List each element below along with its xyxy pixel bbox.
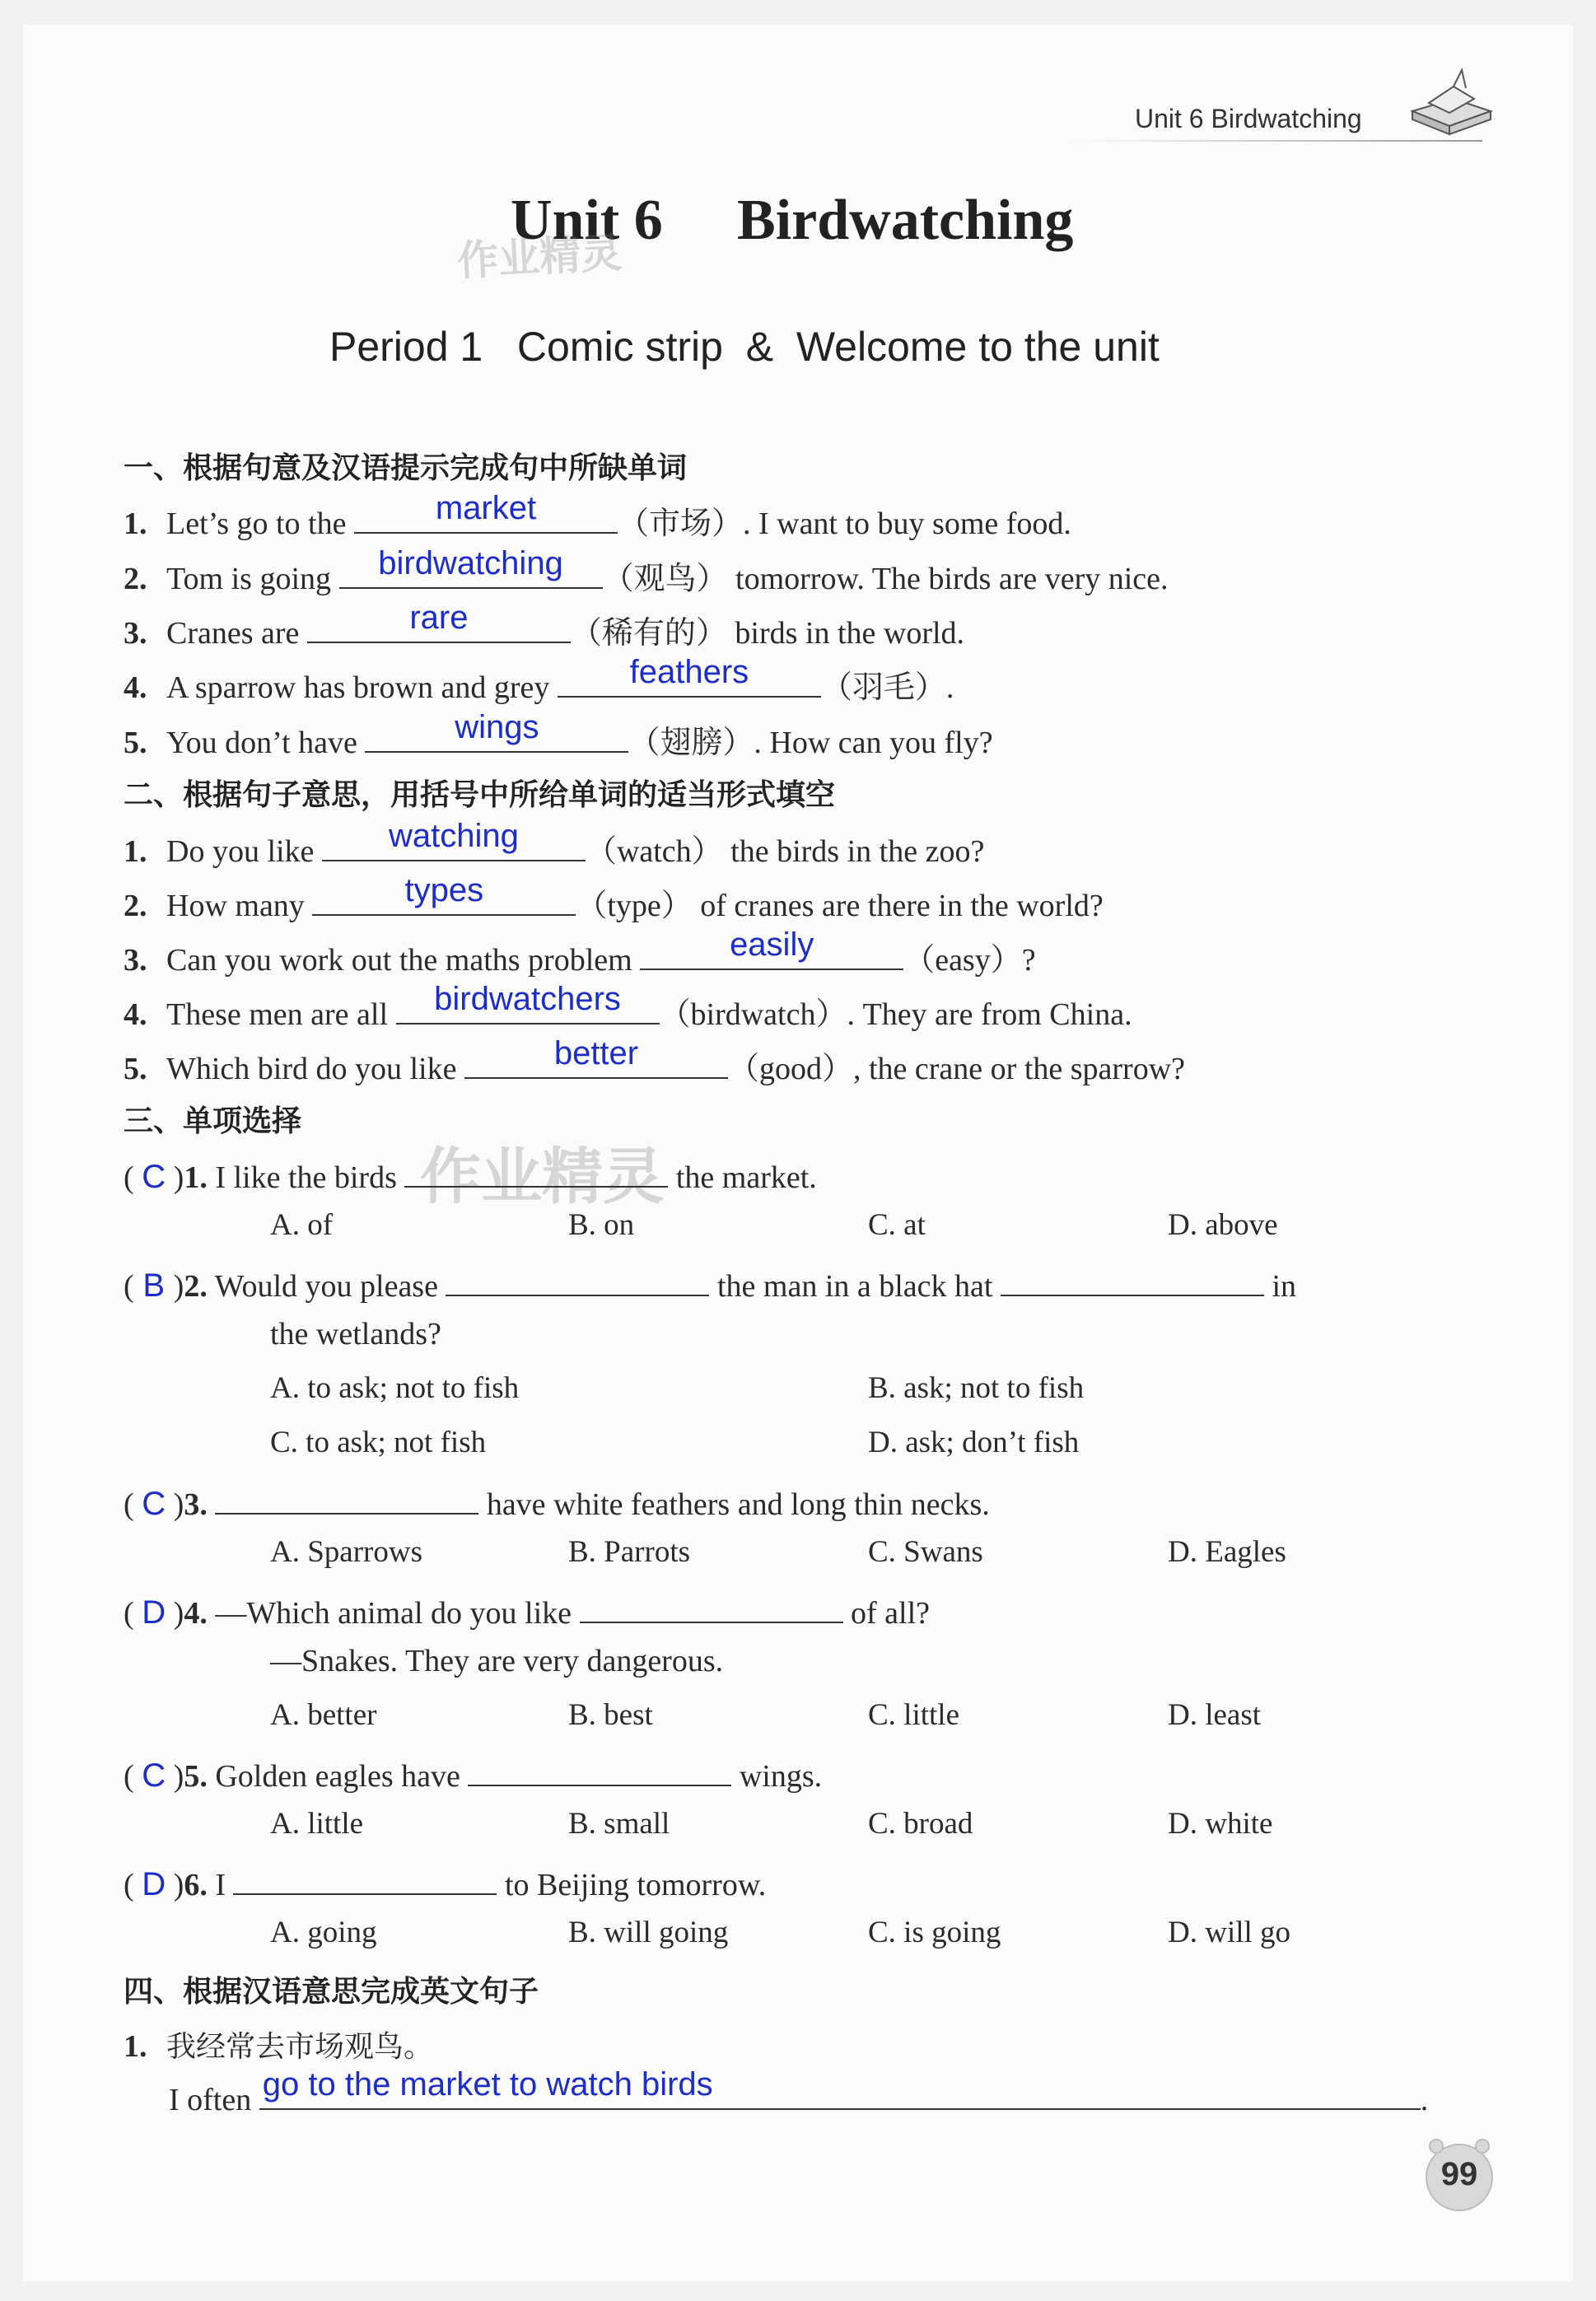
item-text-after: （watch） the birds in the zoo? — [585, 834, 985, 869]
item-number: 5. — [124, 1052, 147, 1086]
option-d[interactable]: D. white — [1168, 1807, 1273, 1841]
item-text-after: （birdwatch）. They are from China. — [659, 997, 1132, 1032]
question-blank[interactable] — [233, 1860, 497, 1895]
choice-answer[interactable]: D — [142, 1866, 166, 1902]
answer-text: birdwatching — [378, 545, 563, 581]
watermark-top: 作业精灵 — [455, 228, 623, 286]
item-text-before: Tom is going — [166, 562, 332, 596]
s2-item-2 — [124, 872, 1104, 925]
question-number: 2. — [184, 1269, 208, 1304]
s2-item-5 — [124, 1035, 1186, 1088]
chinese-prompt: 我经常去市场观鸟。 — [166, 2030, 434, 2064]
item-number: 3. — [124, 616, 147, 651]
item-number: 4. — [124, 997, 147, 1032]
option-a[interactable]: A. going — [270, 1916, 377, 1949]
option-c[interactable]: C. Swans — [868, 1535, 983, 1569]
mc-question-6 — [124, 1860, 766, 1903]
question-text-after: have white feathers and long thin necks. — [486, 1487, 990, 1522]
s1-item-3 — [124, 600, 965, 652]
item-text-before: Which bird do you like — [166, 1052, 457, 1086]
running-head: Unit 6 Birdwatching — [1135, 104, 1362, 133]
item-text-before: Do you like — [166, 834, 315, 869]
answer-text: birdwatchers — [434, 981, 621, 1017]
s2-item-4 — [124, 981, 1132, 1034]
s1-item-4 — [124, 654, 954, 707]
answer-blank[interactable] — [354, 490, 618, 534]
paren-close: ) — [173, 1160, 184, 1195]
s1-item-2 — [124, 545, 1169, 598]
unit-title-topic: Birdwatching — [737, 189, 1074, 252]
section-4-heading: 四、根据汉语意思完成英文句子 — [124, 1975, 539, 2009]
question-blank[interactable] — [580, 1589, 843, 1623]
item-text-after: （easy）? — [903, 943, 1036, 978]
paren-close: ) — [173, 1759, 184, 1794]
question-blank[interactable] — [215, 1480, 478, 1515]
item-text-before: Cranes are — [166, 616, 300, 651]
option-b[interactable]: B. on — [568, 1208, 635, 1242]
item-text-after: （翅膀）. How can you fly? — [628, 726, 993, 760]
question-reply-line: —Snakes. They are very dangerous. — [270, 1644, 724, 1678]
answer-text: market — [435, 490, 537, 526]
question-text-before: —Which animal do you like — [215, 1596, 572, 1631]
mc-question-5 — [124, 1752, 822, 1795]
item-number: 3. — [124, 943, 147, 978]
item-text-after: . — [1420, 2083, 1429, 2117]
choice-answer[interactable]: C — [142, 1486, 166, 1522]
paren-open: ( — [124, 1160, 134, 1195]
answer-text: feathers — [629, 654, 749, 690]
section-2-heading: 二、根据句子意思，用括号中所给单词的适当形式填空 — [124, 778, 836, 812]
item-text-after: （稀有的） birds in the world. — [570, 616, 965, 651]
paren-open: ( — [124, 1596, 134, 1631]
question-text-before: Golden eagles have — [215, 1759, 460, 1794]
option-d[interactable]: D. least — [1168, 1698, 1262, 1732]
option-c[interactable]: C. to ask; not fish — [270, 1426, 487, 1459]
question-text-after: of all? — [851, 1596, 931, 1631]
option-c[interactable]: C. at — [868, 1208, 926, 1242]
paren-close: ) — [173, 1269, 184, 1304]
paren-close: ) — [173, 1487, 184, 1522]
option-b[interactable]: B. small — [568, 1807, 670, 1841]
watermark-middle: 作业精灵 — [420, 1141, 664, 1212]
choice-answer[interactable]: C — [142, 1159, 166, 1195]
question-blank-2[interactable] — [1001, 1262, 1264, 1296]
option-d[interactable]: D. Eagles — [1168, 1535, 1286, 1569]
answer-blank[interactable] — [365, 709, 628, 753]
item-text-after: （羽毛）. — [820, 670, 954, 705]
choice-answer[interactable]: C — [142, 1757, 166, 1794]
answer-blank[interactable] — [259, 2066, 1421, 2110]
item-text-after: （type） of cranes are there in the world? — [576, 889, 1104, 923]
option-c[interactable]: C. little — [868, 1698, 959, 1732]
option-a[interactable]: A. little — [270, 1807, 364, 1841]
option-a[interactable]: A. Sparrows — [270, 1535, 422, 1569]
answer-blank[interactable] — [322, 818, 586, 861]
page-number: 99 — [1440, 2156, 1478, 2192]
item-text-after: （市场）. I want to buy some food. — [617, 506, 1071, 541]
paren-open: ( — [124, 1868, 134, 1902]
item-text-before: How many — [166, 889, 305, 923]
paren-open: ( — [124, 1759, 134, 1794]
question-text-after: in — [1272, 1269, 1297, 1304]
question-blank[interactable] — [404, 1153, 668, 1188]
unit-title-number: Unit 6 — [511, 189, 663, 252]
item-number: 4. — [124, 670, 147, 705]
paren-close: ) — [173, 1868, 184, 1902]
books-icon — [1404, 62, 1495, 144]
section-3-heading: 三、单项选择 — [124, 1104, 302, 1138]
option-b[interactable]: B. will going — [568, 1916, 729, 1949]
answer-blank[interactable] — [307, 600, 571, 643]
paren-open: ( — [124, 1487, 134, 1522]
mc-question-3 — [124, 1480, 990, 1523]
item-text-before: Can you work out the maths problem — [166, 943, 632, 978]
question-text-after: the market. — [675, 1160, 817, 1195]
mc-question-4 — [124, 1589, 930, 1631]
item-text-before: I often — [169, 2083, 252, 2117]
choice-answer[interactable]: B — [142, 1267, 165, 1304]
item-text-after: （观鸟） tomorrow. The birds are very nice. — [602, 562, 1169, 596]
question-text-after: to Beijing tomorrow. — [504, 1868, 767, 1902]
paren-open: ( — [124, 1269, 134, 1304]
question-number: 4. — [184, 1596, 208, 1631]
option-a[interactable]: A. of — [270, 1208, 334, 1242]
option-a[interactable]: A. better — [270, 1698, 377, 1732]
question-number: 6. — [184, 1868, 208, 1902]
item-number: 5. — [124, 726, 147, 760]
item-number: 2. — [124, 889, 147, 923]
option-d[interactable]: D. ask; don’t fish — [868, 1426, 1080, 1459]
question-blank[interactable] — [446, 1262, 709, 1296]
option-b[interactable]: B. Parrots — [568, 1535, 690, 1569]
question-text-before: Would you please — [214, 1269, 438, 1304]
question-number: 3. — [184, 1487, 208, 1522]
answer-text: easily — [730, 926, 814, 963]
question-continuation: the wetlands? — [270, 1317, 441, 1351]
option-c[interactable]: C. is going — [868, 1916, 1001, 1949]
mc-question-2 — [124, 1262, 1296, 1305]
s4-item-1-chinese — [124, 2023, 433, 2065]
question-text-after: wings. — [739, 1759, 823, 1794]
option-b[interactable]: B. ask; not to fish — [868, 1371, 1085, 1405]
option-d[interactable]: D. will go — [1168, 1916, 1291, 1949]
answer-blank[interactable] — [464, 1035, 728, 1079]
option-a[interactable]: A. to ask; not to fish — [270, 1371, 520, 1405]
answer-text: watching — [389, 818, 519, 854]
s1-item-5 — [124, 709, 993, 762]
question-text-mid: the man in a black hat — [716, 1269, 993, 1304]
item-text-before: These men are all — [166, 997, 389, 1032]
answer-text: rare — [409, 600, 469, 636]
s2-item-1 — [124, 818, 985, 870]
answer-blank[interactable] — [312, 872, 576, 916]
option-d[interactable]: D. above — [1168, 1208, 1278, 1242]
question-blank[interactable] — [468, 1752, 731, 1786]
answer-text: better — [553, 1035, 639, 1071]
s2-item-3 — [124, 926, 1036, 979]
question-text-before: I like the birds — [215, 1160, 397, 1195]
paren-close: ) — [173, 1596, 184, 1631]
s1-item-1 — [124, 490, 1071, 543]
choice-answer[interactable]: D — [142, 1594, 166, 1631]
question-number: 5. — [184, 1759, 208, 1794]
mc-question-1 — [124, 1153, 817, 1196]
question-text-before: I — [215, 1868, 226, 1902]
answer-text: types — [404, 872, 484, 908]
item-number: 2. — [124, 562, 147, 596]
answer-blank[interactable] — [396, 981, 660, 1024]
answer-blank[interactable] — [558, 654, 821, 698]
item-text-before: A sparrow has brown and grey — [166, 670, 550, 705]
s4-item-1-answer-line — [169, 2066, 1429, 2118]
item-number: 1. — [124, 506, 147, 541]
option-b[interactable]: B. best — [568, 1698, 653, 1732]
period-title: Period 1 Comic strip & Welcome to the unit — [329, 324, 1160, 370]
option-c[interactable]: C. broad — [868, 1807, 973, 1841]
answer-blank[interactable] — [640, 926, 903, 970]
answer-blank[interactable] — [339, 545, 603, 589]
item-text-before: Let’s go to the — [166, 506, 347, 541]
section-1-heading: 一、根据句意及汉语提示完成句中所缺单词 — [124, 451, 688, 485]
item-text-after: （good）, the crane or the sparrow? — [727, 1052, 1186, 1086]
item-number: 1. — [124, 2029, 147, 2064]
answer-text: go to the market to watch birds — [262, 2066, 713, 2103]
answer-text: wings — [455, 709, 539, 745]
item-number: 1. — [124, 834, 147, 869]
question-number: 1. — [184, 1160, 208, 1195]
item-text-before: You don’t have — [166, 726, 357, 760]
